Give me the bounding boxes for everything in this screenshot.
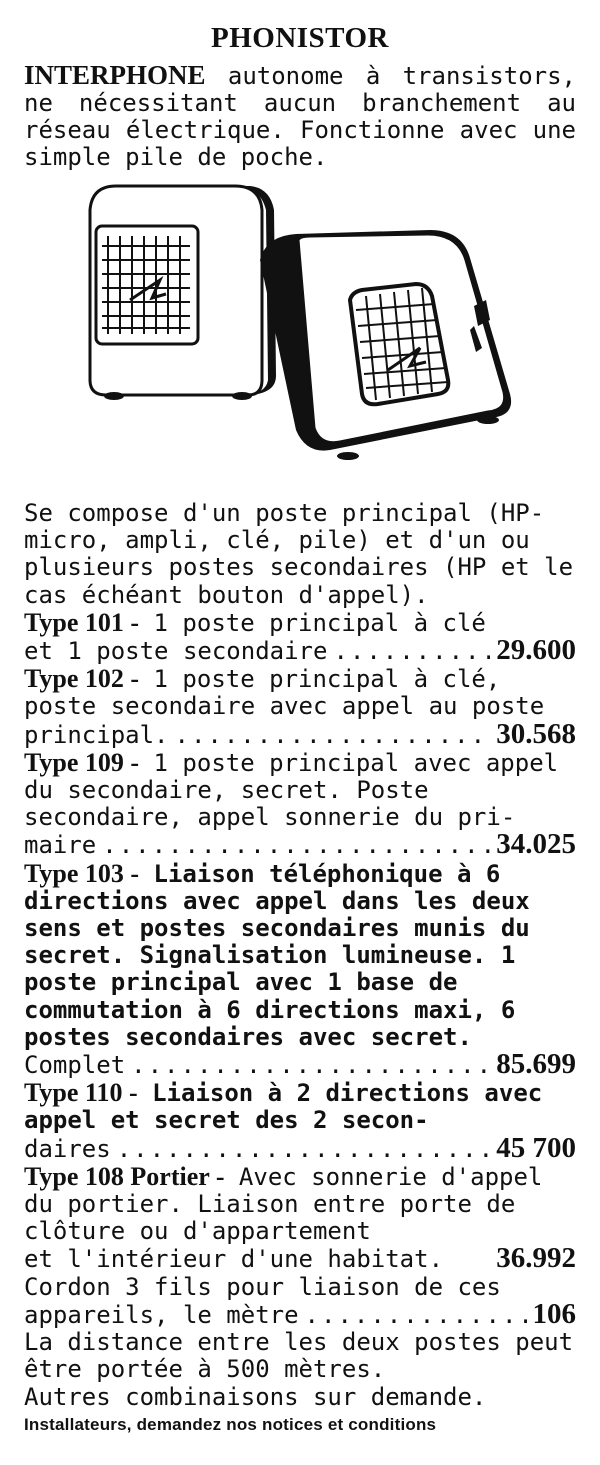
item-type-109 — [24, 749, 576, 860]
dot-leader — [102, 832, 490, 859]
item-text: Liaison à 2 directions avec appel et secret des 2 secon- — [24, 1079, 543, 1135]
product-title: PHONISTOR — [210, 22, 389, 54]
item-last-line: daires — [24, 1134, 111, 1163]
intro-lead: INTERPHONE — [24, 60, 206, 90]
item-last-line: et 1 poste secondaire — [24, 637, 328, 666]
item-type-label: Type 110 - — [24, 1078, 138, 1108]
item-price: 29.600 — [496, 634, 576, 667]
intro-text: autonome à transistors, ne nécessitant aucun branchement au réseau électrique. Fonctionne avec une simple pile de poche. — [24, 62, 576, 171]
item-price: 36.992 — [496, 1242, 576, 1275]
intro-paragraph — [24, 62, 576, 171]
item-last-line: principal. — [24, 720, 169, 749]
item-type-label: Type 109 - — [24, 747, 140, 777]
item-text: 1 poste principal à clé, poste secondaire avec appel au poste — [24, 665, 545, 721]
item-type-103 — [24, 860, 576, 1080]
distance-text: La distance entre les deux postes peut être portée à 500 mètres. — [24, 1328, 574, 1384]
item-price: 30.568 — [496, 717, 576, 750]
secondary-unit-illustration — [90, 186, 276, 400]
item-price-line — [24, 828, 576, 861]
dot-leader — [333, 638, 490, 665]
cordon-last-line: appareils, le mètre — [24, 1300, 299, 1329]
installers-footer: Installateurs, demandez nos notices et conditions — [24, 1414, 437, 1434]
dot-leader — [305, 1302, 527, 1329]
item-text: Avec sonnerie d'appel du portier. Liaison entre porte de clôture ou d'appartement — [24, 1162, 543, 1246]
item-type-102 — [24, 665, 576, 749]
item-price-line — [24, 1131, 576, 1164]
item-price-line — [24, 1048, 576, 1081]
item-type-label: Type 103 - — [24, 858, 140, 888]
item-last-line: Complet — [24, 1051, 126, 1080]
other-combinations-text: Autres combinaisons sur demande. — [24, 1382, 487, 1411]
item-type-label: Type 108 Portier - — [24, 1161, 225, 1191]
item-price-line — [24, 1242, 576, 1275]
intercom-illustration — [70, 180, 520, 480]
dot-leader — [175, 722, 491, 749]
cordon-item — [24, 1274, 576, 1329]
item-type-110 — [24, 1079, 576, 1163]
item-type-label: Type 102 - — [24, 664, 140, 694]
item-price: 45 700 — [496, 1131, 576, 1164]
description-text: Se compose d'un poste principal (HP-micro, ampli, clé, pile) et d'un ou plusieurs postes secondaires (HP et le cas échéant bouton d'appel). — [24, 499, 574, 609]
item-type-108 — [24, 1163, 576, 1274]
main-unit-illustration — [260, 230, 511, 460]
item-text: Liaison téléphonique à 6 directions avec appel dans les deux sens et postes secondaires munis du secret. Signalisation lumineuse. 1 poste principal avec 1 base de commutation à 6 directions maxi, 6 postes secondaires avec secret. — [24, 859, 530, 1051]
item-type-101 — [24, 609, 576, 665]
item-last-line: et l'intérieur d'une habitat. — [24, 1245, 444, 1274]
item-price: 34.025 — [496, 828, 576, 861]
cordon-price-line — [24, 1297, 576, 1330]
dot-leader — [117, 1136, 491, 1163]
item-text: 1 poste principal avec appel du secondaire, secret. Poste secondaire, appel sonnerie du pri- — [24, 748, 559, 832]
catalog-body — [24, 500, 576, 1438]
cordon-text: Cordon 3 fils pour liaison de ces — [24, 1272, 501, 1301]
dot-leader — [131, 1052, 490, 1079]
item-type-label: Type 101 - — [24, 607, 140, 637]
item-last-line: maire — [24, 831, 97, 860]
item-price: 85.699 — [496, 1048, 576, 1081]
item-price-line — [24, 634, 576, 667]
item-price-line — [24, 717, 576, 750]
cordon-price: 106 — [532, 1297, 576, 1330]
item-text: 1 poste principal à clé — [139, 608, 486, 637]
